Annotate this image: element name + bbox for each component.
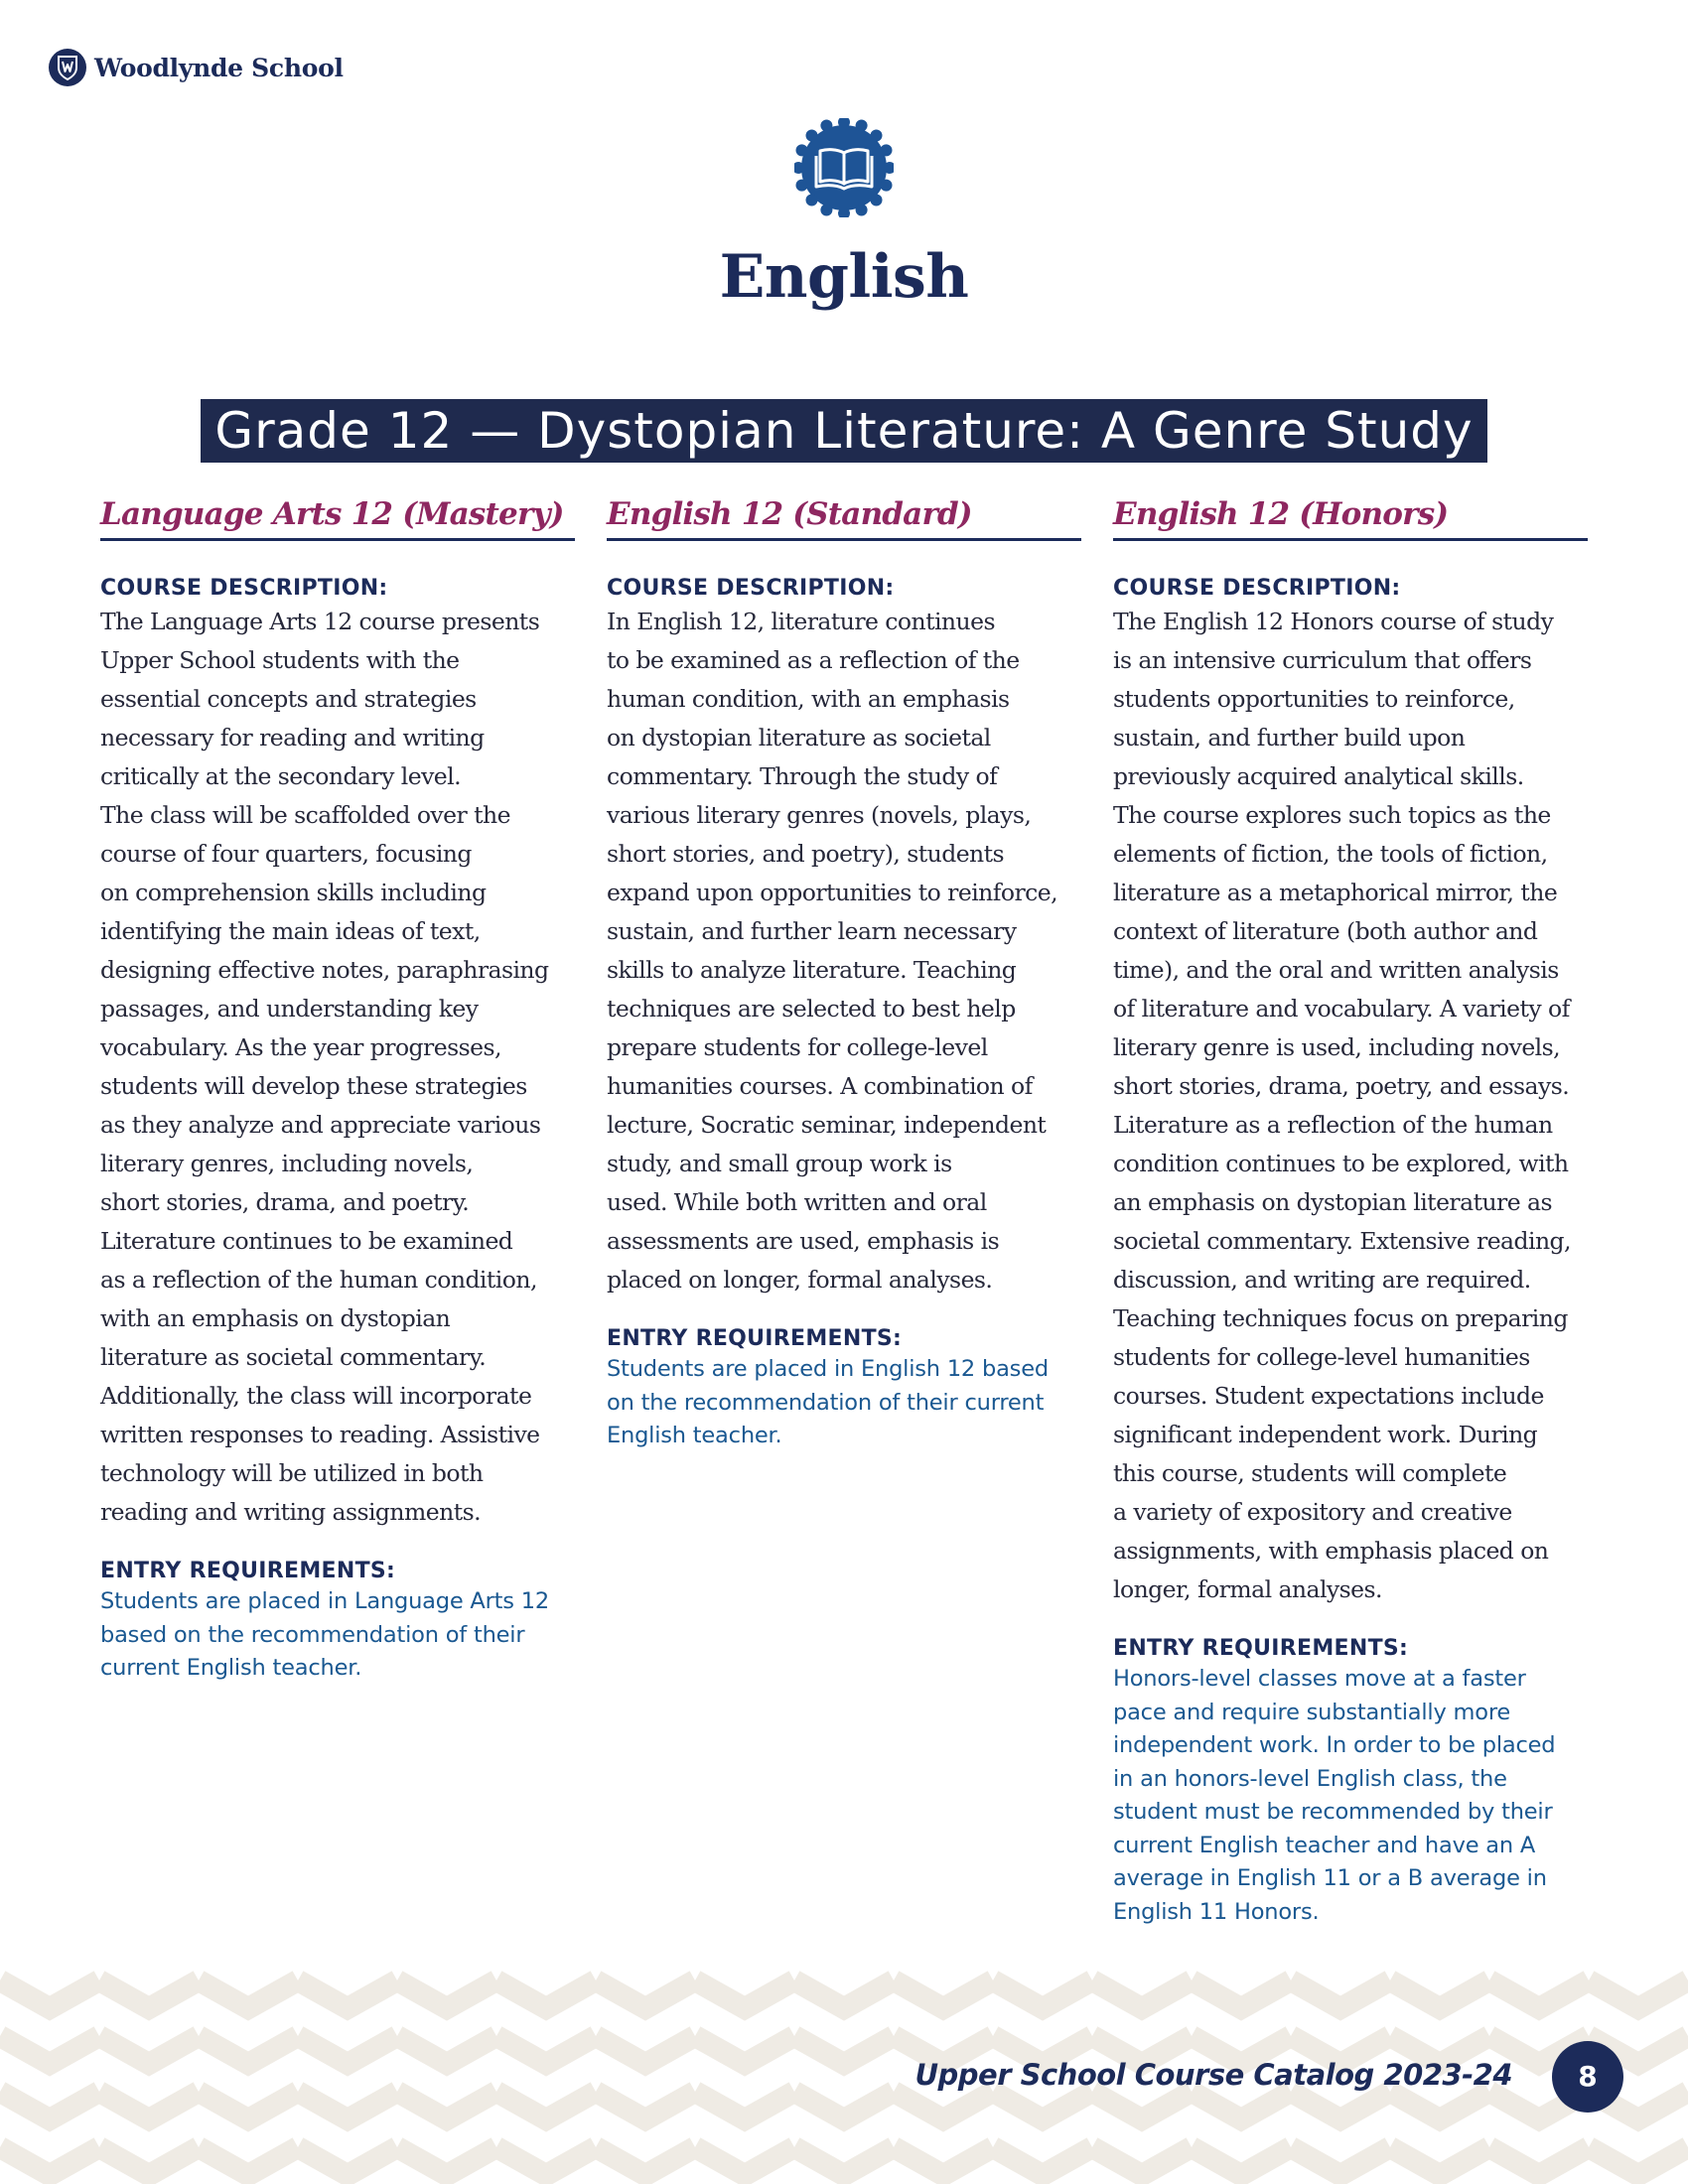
description-line: The course explores such topics as the — [1113, 801, 1551, 829]
description-line: Literature continues to be examined — [100, 1227, 513, 1255]
description-line: sustain, and further build upon — [1113, 724, 1466, 751]
entry-requirements — [1113, 1663, 1588, 1929]
description-line: assessments are used, emphasis is — [607, 1227, 1000, 1255]
description-line: necessary for reading and writing — [100, 724, 485, 751]
description-line: The class will be scaffolded over the — [100, 801, 510, 829]
page-title: English — [719, 242, 969, 312]
entry-line: current English teacher. — [100, 1655, 362, 1681]
description-line: identifying the main ideas of text, — [100, 917, 481, 945]
description-line: is an intensive curriculum that offers — [1113, 646, 1532, 674]
description-line: societal commentary. Extensive reading, — [1113, 1227, 1571, 1255]
entry-requirements — [100, 1585, 575, 1686]
school-logo — [49, 49, 344, 86]
description-line: course of four quarters, focusing — [100, 840, 472, 868]
description-line: short stories, drama, poetry, and essays. — [1113, 1072, 1570, 1100]
description-line: prepare students for college-level — [607, 1033, 988, 1061]
entry-requirements-label: ENTRY REQUIREMENTS: — [100, 1559, 396, 1583]
course-description-label: COURSE DESCRIPTION: — [1113, 576, 1401, 601]
entry-requirements-label: ENTRY REQUIREMENTS: — [607, 1326, 903, 1351]
description-line: time), and the oral and written analysis — [1113, 956, 1559, 984]
course-column-honors — [1113, 496, 1588, 1929]
course-description — [1113, 603, 1588, 1609]
entry-line: Students are placed in Language Arts 12 — [100, 1588, 549, 1614]
description-line: essential concepts and strategies — [100, 685, 477, 713]
description-line: commentary. Through the study of — [607, 762, 998, 790]
description-line: discussion, and writing are required. — [1113, 1266, 1531, 1294]
description-line: students opportunities to reinforce, — [1113, 685, 1515, 713]
course-column-standard — [607, 496, 1081, 1453]
description-line: longer, formal analyses. — [1113, 1575, 1382, 1603]
grade-banner: Grade 12 — Dystopian Literature: A Genre Study — [201, 399, 1487, 463]
entry-line: student must be recommended by their — [1113, 1799, 1553, 1825]
description-line: as a reflection of the human condition, — [100, 1266, 537, 1294]
description-line: literary genre is used, including novels, — [1113, 1033, 1561, 1061]
page-number: 8 — [1552, 2041, 1623, 2113]
description-line: In English 12, literature continues — [607, 608, 995, 635]
description-line: literature as societal commentary. — [100, 1343, 487, 1371]
entry-line: based on the recommendation of their — [100, 1621, 525, 1648]
course-column-mastery — [100, 496, 575, 1686]
description-line: human condition, with an emphasis — [607, 685, 1010, 713]
course-description-label: COURSE DESCRIPTION: — [607, 576, 895, 601]
description-line: students will develop these strategies — [100, 1072, 527, 1100]
course-title: English 12 (Honors) — [1113, 496, 1588, 541]
description-line: as they analyze and appreciate various — [100, 1111, 541, 1139]
entry-line: on the recommendation of their current — [607, 1389, 1045, 1416]
course-description — [100, 603, 575, 1532]
description-line: Teaching techniques focus on preparing — [1113, 1304, 1568, 1332]
description-line: courses. Student expectations include — [1113, 1382, 1544, 1410]
description-line: literary genres, including novels, — [100, 1150, 474, 1177]
description-line: various literary genres (novels, plays, — [607, 801, 1032, 829]
description-line: The Language Arts 12 course presents — [100, 608, 540, 635]
description-line: expand upon opportunities to reinforce, — [607, 879, 1058, 906]
description-line: short stories, drama, and poetry. — [100, 1188, 470, 1216]
description-line: The English 12 Honors course of study — [1113, 608, 1554, 635]
description-line: written responses to reading. Assistive — [100, 1421, 540, 1448]
description-line: reading and writing assignments. — [100, 1498, 482, 1526]
catalog-title: Upper School Course Catalog 2023-24 — [914, 2058, 1512, 2092]
description-line: literature as a metaphorical mirror, the — [1113, 879, 1558, 906]
description-line: designing effective notes, paraphrasing — [100, 956, 549, 984]
course-description-label: COURSE DESCRIPTION: — [100, 576, 388, 601]
entry-line: pace and require substantially more — [1113, 1699, 1511, 1725]
description-line: short stories, and poetry), students — [607, 840, 1005, 868]
entry-line: average in English 11 or a B average in — [1113, 1865, 1547, 1891]
description-line: lecture, Socratic seminar, independent — [607, 1111, 1047, 1139]
description-line: Literature as a reflection of the human — [1113, 1111, 1553, 1139]
open-book-icon — [794, 118, 894, 217]
description-line: a variety of expository and creative — [1113, 1498, 1512, 1526]
description-line: critically at the secondary level. — [100, 762, 462, 790]
description-line: skills to analyze literature. Teaching — [607, 956, 1017, 984]
shield-w-icon — [49, 49, 86, 86]
description-line: placed on longer, formal analyses. — [607, 1266, 993, 1294]
description-line: with an emphasis on dystopian — [100, 1304, 451, 1332]
description-line: study, and small group work is — [607, 1150, 952, 1177]
description-line: significant independent work. During — [1113, 1421, 1538, 1448]
description-line: of literature and vocabulary. A variety of — [1113, 995, 1570, 1023]
course-description — [607, 603, 1081, 1299]
entry-line: in an honors-level English class, the — [1113, 1765, 1507, 1792]
entry-line: English 11 Honors. — [1113, 1898, 1320, 1925]
entry-requirements-label: ENTRY REQUIREMENTS: — [1113, 1636, 1409, 1661]
entry-line: Students are placed in English 12 based — [607, 1356, 1049, 1382]
description-line: previously acquired analytical skills. — [1113, 762, 1524, 790]
description-line: condition continues to be explored, with — [1113, 1150, 1569, 1177]
description-line: vocabulary. As the year progresses, — [100, 1033, 501, 1061]
description-line: to be examined as a reflection of the — [607, 646, 1020, 674]
description-line: elements of fiction, the tools of fiction, — [1113, 840, 1548, 868]
school-name: Woodlynde School — [94, 53, 344, 82]
entry-line: English teacher. — [607, 1423, 782, 1448]
description-line: techniques are selected to best help — [607, 995, 1016, 1023]
description-line: on dystopian literature as societal — [607, 724, 991, 751]
entry-line: current English teacher and have an A — [1113, 1832, 1536, 1858]
description-line: this course, students will complete — [1113, 1459, 1507, 1487]
entry-requirements — [607, 1353, 1081, 1453]
description-line: humanities courses. A combination of — [607, 1072, 1033, 1100]
course-title: English 12 (Standard) — [607, 496, 1081, 541]
entry-line: independent work. In order to be placed — [1113, 1732, 1556, 1758]
description-line: passages, and understanding key — [100, 995, 479, 1023]
description-line: students for college-level humanities — [1113, 1343, 1530, 1371]
description-line: technology will be utilized in both — [100, 1459, 484, 1487]
description-line: Additionally, the class will incorporate — [100, 1382, 532, 1410]
description-line: sustain, and further learn necessary — [607, 917, 1017, 945]
description-line: used. While both written and oral — [607, 1188, 987, 1216]
description-line: Upper School students with the — [100, 646, 460, 674]
description-line: an emphasis on dystopian literature as — [1113, 1188, 1552, 1216]
description-line: context of literature (both author and — [1113, 917, 1538, 945]
description-line: on comprehension skills including — [100, 879, 487, 906]
description-line: assignments, with emphasis placed on — [1113, 1537, 1549, 1565]
course-title: Language Arts 12 (Mastery) — [100, 496, 575, 541]
entry-line: Honors-level classes move at a faster — [1113, 1666, 1526, 1692]
